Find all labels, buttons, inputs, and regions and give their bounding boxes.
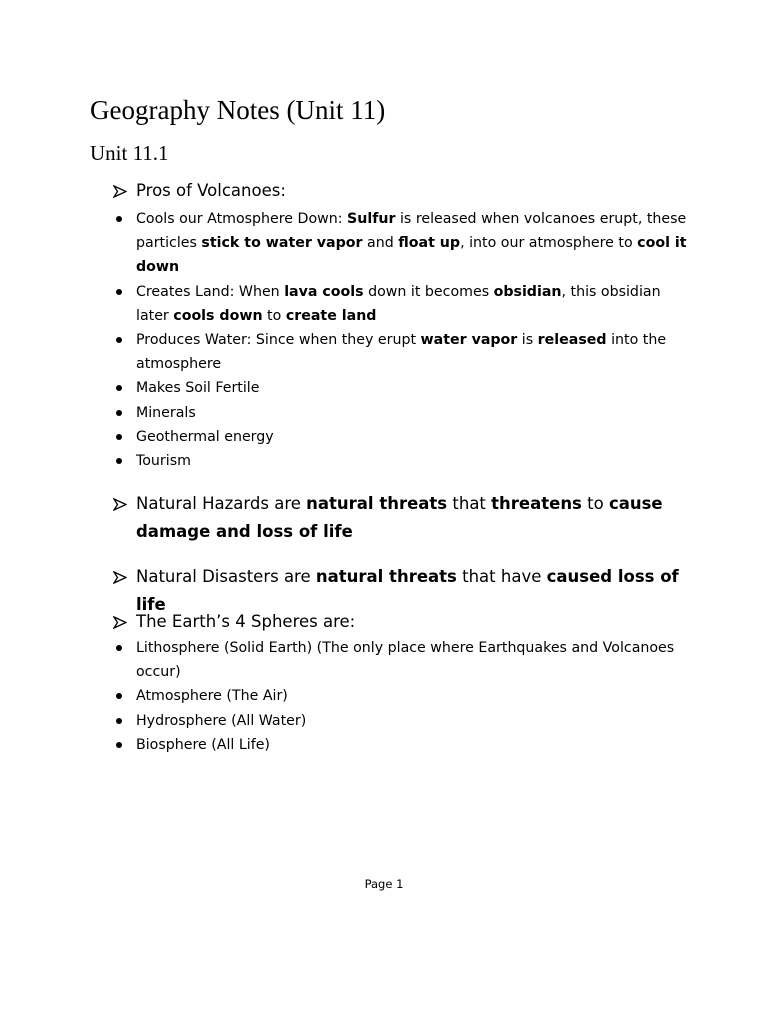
volcanoes-section [110, 177, 690, 473]
bullet-dot-icon [110, 328, 136, 352]
list-item [110, 733, 690, 757]
page-number: Page 1 [364, 877, 404, 891]
list-item [110, 376, 690, 400]
page-title: Geography Notes (Unit 11) [90, 95, 386, 125]
bullet-dot-icon [110, 709, 136, 733]
list-item-text: Lithosphere (Solid Earth) (The only place where Earthquakes and Volcanoes occur) [136, 640, 675, 681]
list-item [110, 449, 690, 473]
list-item-text: Cools our Atmosphere Down: Sulfur is released when volcanoes erupt, these particles stick to water vapor and float up, into our atmosphere to cool it down [136, 211, 687, 276]
list-item-text: Creates Land: When lava cools down it becomes obsidian, this obsidian later cools down to create land [136, 283, 661, 324]
list-item [110, 636, 690, 684]
spheres-list [110, 636, 690, 757]
arrow-bullet-icon [110, 490, 136, 518]
list-item-text: Geothermal energy [136, 428, 274, 445]
list-item-text: Minerals [136, 404, 196, 421]
hazards-definition [110, 490, 690, 546]
list-item [110, 328, 690, 376]
spheres-section [110, 608, 690, 757]
list-item [110, 401, 690, 425]
list-item-text: Atmosphere (The Air) [136, 688, 288, 705]
bullet-dot-icon [110, 636, 136, 660]
list-item-text: Biosphere (All Life) [136, 736, 270, 753]
list-item [110, 709, 690, 733]
list-item [110, 280, 690, 328]
spheres-heading [110, 608, 690, 636]
bullet-dot-icon [110, 449, 136, 473]
list-item [110, 207, 690, 280]
list-item [110, 425, 690, 449]
bullet-dot-icon [110, 376, 136, 400]
volcanoes-list [110, 207, 690, 473]
bullet-dot-icon [110, 425, 136, 449]
hazards-text: Natural Hazards are natural threats that threatens to cause damage and loss of life [136, 494, 663, 541]
bullet-dot-icon [110, 733, 136, 757]
spheres-heading-text: The Earth’s 4 Spheres are: [136, 612, 356, 631]
list-item-text: Hydrosphere (All Water) [136, 712, 307, 729]
bullet-dot-icon [110, 684, 136, 708]
volcanoes-heading [110, 177, 690, 205]
disasters-text: Natural Disasters are natural threats that have caused loss of life [136, 567, 679, 614]
list-item-text: Produces Water: Since when they erupt water vapor is released into the atmosphere [136, 332, 667, 373]
list-item-text: Makes Soil Fertile [136, 380, 260, 397]
volcanoes-heading-text: Pros of Volcanoes: [136, 181, 286, 200]
bullet-dot-icon [110, 401, 136, 425]
bullet-dot-icon [110, 280, 136, 304]
arrow-bullet-icon [110, 608, 136, 636]
hazards-section [110, 490, 690, 546]
unit-subtitle: Unit 11.1 [90, 141, 169, 165]
bullet-dot-icon [110, 207, 136, 231]
arrow-bullet-icon [110, 563, 136, 591]
arrow-bullet-icon [110, 177, 136, 205]
list-item [110, 684, 690, 708]
list-item-text: Tourism [136, 453, 191, 470]
